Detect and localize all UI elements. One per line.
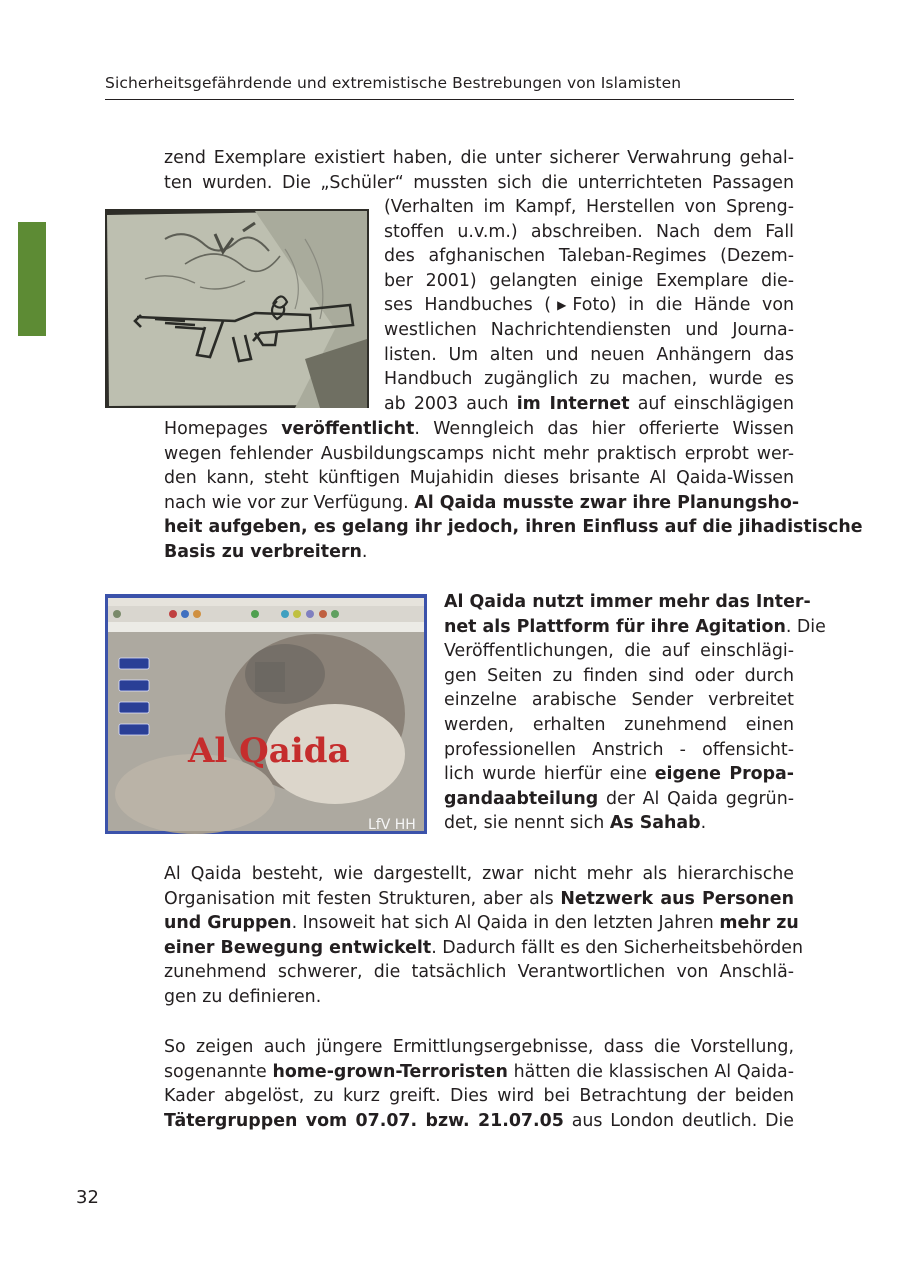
page-number: 32 [76, 1187, 99, 1208]
text-run: . Die [785, 616, 826, 637]
text-line: werden, erhalten zunehmend einen [444, 714, 794, 735]
text-line [164, 1060, 794, 1085]
bold-run: net als Plattform für ihre Agitation [444, 616, 786, 637]
text-run: . Wenngleich das hier offerierte Wissen [414, 419, 795, 439]
text-line: Handbuch zugänglich zu machen, wurde es [384, 369, 794, 390]
text-line: gen Seiten zu finden sind oder durch [444, 665, 794, 686]
text-line: professionellen Anstrich - offensicht- [444, 739, 794, 760]
text-line: stoffen u.v.m.) abschreiben. Nach dem Fall [384, 221, 794, 242]
bold-run: eigene Propa- [654, 764, 794, 785]
text-line: So zeigen auch jüngere Ermittlungsergebnisse, dass die Vorstellung, [164, 1037, 794, 1057]
text-line [164, 417, 794, 442]
text-run: der Al Qaida gegrün- [598, 788, 794, 809]
browser-window-illustration [105, 594, 427, 834]
text-run: sogenannte [164, 1061, 273, 1082]
text-line [164, 887, 794, 912]
text-run: ses Handbuches ( [384, 295, 552, 316]
text-run: Organisation mit festen Strukturen, aber als [164, 888, 561, 909]
text-run: nach wie vor zur Verfügung. [164, 492, 415, 513]
text-run: Foto) in die Hände von [572, 295, 794, 316]
text-line: zunehmend schwerer, die tatsächlich Verantwortlichen von Anschlä- [164, 962, 794, 983]
text-run: auf einschlägigen [629, 393, 794, 414]
bold-run: home-grown-Terroristen [272, 1061, 508, 1082]
text-run: hätten die klassischen Al Qaida- [507, 1061, 794, 1082]
text-line: einzelne arabische Sender verbreitet [444, 690, 794, 711]
rifle-sketch-illustration [105, 209, 369, 408]
bold-run: veröffentlicht [281, 419, 415, 439]
bold-run: Tätergruppen vom 07.07. bzw. 21.07.05 [164, 1110, 564, 1131]
text-run: . Insoweit hat sich Al Qaida in den letzten Jahren [291, 913, 720, 934]
text-line: (Verhalten im Kampf, Herstellen von Spreng- [384, 197, 794, 217]
text-line: Kader abgelöst, zu kurz greift. Dies wird bei Betrachtung der beiden [164, 1086, 794, 1107]
paragraph-1-wrap [384, 195, 794, 416]
text-line [164, 1109, 794, 1134]
text-line: listen. Um alten und neuen Anhängern das [384, 344, 794, 365]
text-line [444, 590, 811, 615]
text-line [164, 936, 804, 961]
bold-run: einer Bewegung entwickelt [164, 937, 432, 958]
text-line [384, 293, 794, 318]
website-screenshot-photo [105, 594, 427, 834]
text-line [164, 911, 799, 936]
text-run: ab 2003 auch [384, 393, 517, 414]
text-line: ten wurden. Die „Schüler“ mussten sich die unterrichteten Passagen [164, 172, 794, 193]
text-line: zend Exemplare existiert haben, die unter sicherer Verwahrung gehal- [164, 148, 794, 168]
text-line: wegen fehlender Ausbildungscamps nicht mehr praktisch erprobt wer- [164, 443, 794, 464]
text-line: westlichen Nachrichtendiensten und Journa- [384, 319, 794, 340]
text-run: lich wurde hierfür eine [444, 764, 655, 785]
text-line [444, 762, 794, 787]
site-title-text: Al Qaida [188, 731, 350, 771]
header-rule [105, 99, 794, 100]
arrow-right-icon: ▶ [551, 298, 573, 313]
text-run: Homepages [164, 419, 282, 439]
text-line: des afghanischen Taleban-Regimes (Dezem- [384, 246, 794, 267]
chapter-tab-marker [18, 222, 46, 336]
text-line [444, 615, 826, 640]
bold-run: As Sahab [609, 813, 701, 834]
bold-run: gandaabteilung [444, 788, 599, 809]
photo-credit: LfV HH [368, 817, 416, 833]
text-line [444, 811, 794, 836]
bold-run: heit aufgeben, es gelang ihr jedoch, ihren Einfluss auf die jihadistische [164, 517, 863, 538]
text-line [164, 515, 863, 540]
bold-run: und Gruppen [164, 913, 292, 934]
bold-run: Basis zu verbreitern [164, 541, 362, 562]
text-run: aus London deutlich. Die [563, 1110, 794, 1131]
paragraph-2 [444, 590, 826, 836]
running-head: Sicherheitsgefährdende und extremistische Bestrebungen von Islamisten [105, 74, 682, 92]
text-run: . [700, 813, 707, 834]
text-line: Veröffentlichungen, die auf einschlägi- [444, 641, 794, 662]
text-line: Al Qaida besteht, wie dargestellt, zwar nicht mehr als hierarchische [164, 864, 794, 884]
bold-run: Al Qaida musste zwar ihre Planungsho- [414, 492, 800, 513]
text-run: . [361, 541, 368, 562]
text-line [164, 491, 800, 516]
text-line [384, 392, 794, 417]
text-line: ber 2001) gelangten einige Exemplare die- [384, 270, 794, 291]
bold-run: Al Qaida nutzt immer mehr das Inter- [444, 592, 811, 612]
text-line [444, 787, 794, 812]
paragraph-3 [164, 862, 804, 1010]
text-line: den kann, steht künftigen Mujahidin dieses brisante Al Qaida-Wissen [164, 468, 794, 489]
bold-run: mehr zu [719, 913, 799, 934]
handbook-sketch-photo [105, 209, 369, 408]
text-run: . Dadurch fällt es den Sicherheitsbehörden [431, 937, 804, 958]
bold-run: Netzwerk aus Personen [560, 888, 794, 909]
text-line [164, 540, 794, 565]
text-line: gen zu definieren. [164, 986, 322, 1007]
paragraph-4 [164, 1035, 794, 1133]
bold-run: im Internet [516, 393, 630, 414]
paragraph-1-top [164, 146, 794, 195]
text-run: det, sie nennt sich [444, 813, 610, 834]
paragraph-1-bottom [164, 417, 863, 565]
